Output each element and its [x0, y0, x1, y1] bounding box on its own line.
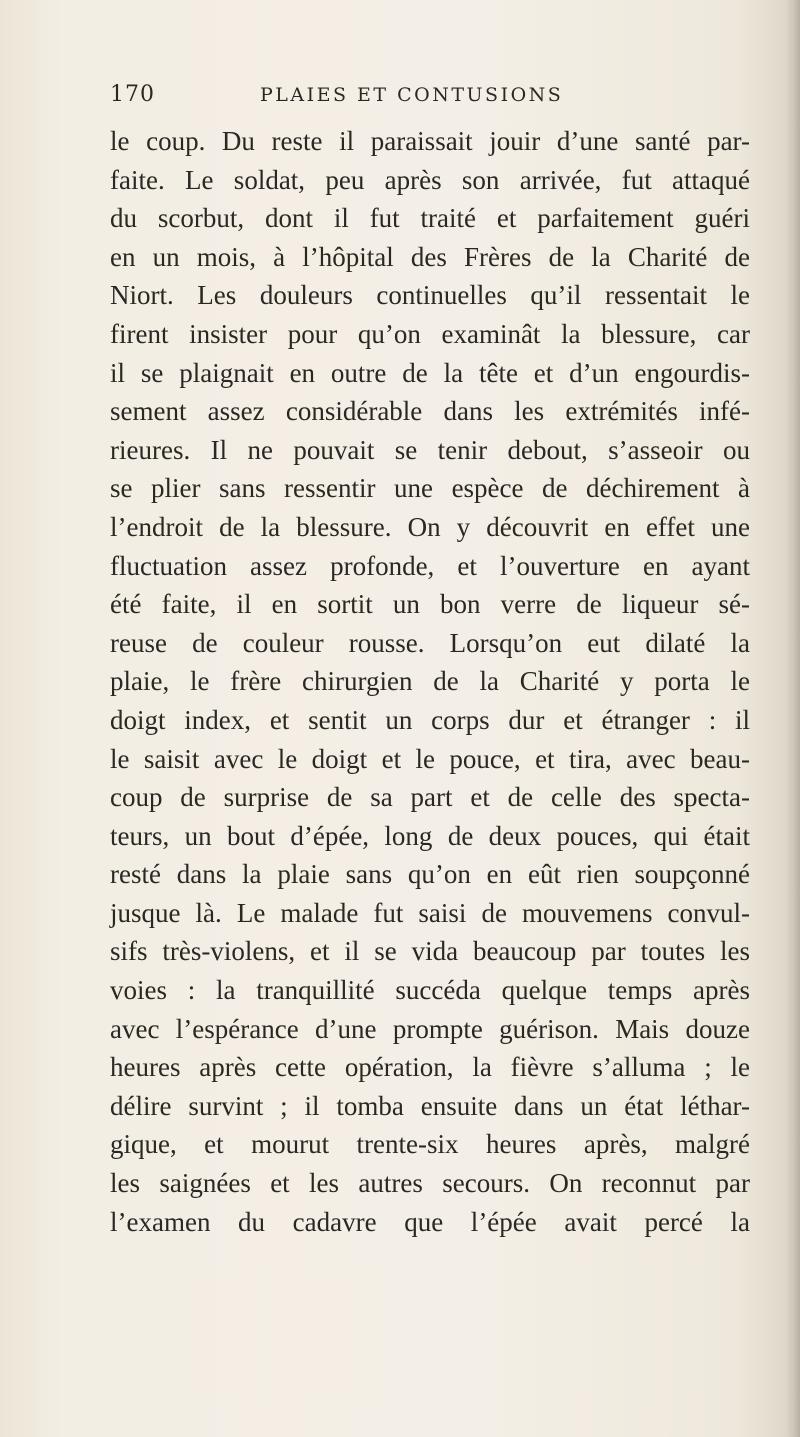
- text-line-14: reuse de couleur rousse. Lorsqu’on eut dilaté la: [110, 627, 750, 658]
- body-text: [110, 122, 750, 1241]
- running-title: PLAIES ET CONTUSIONS: [260, 84, 564, 106]
- text-line-21: jusque là. Le malade fut saisi de mouvemens convul-: [110, 897, 750, 928]
- text-line-11: l’endroit de la blessure. On y découvrit en effet une: [110, 511, 750, 542]
- text-line-26: délire survint ; il tomba ensuite dans un état léthar-: [110, 1090, 750, 1121]
- text-line-19: teurs, un bout d’épée, long de deux pouces, qui était: [110, 820, 750, 851]
- text-line-3: du scorbut, dont il fut traité et parfaitement guéri: [110, 203, 750, 234]
- text-line-9: rieures. Il ne pouvait se tenir debout, s’asseoir ou: [110, 434, 750, 465]
- text-line-20: resté dans la plaie sans qu’on en eût rien soupçonné: [110, 859, 750, 890]
- text-line-29: l’examen du cadavre que l’épée avait percé la: [110, 1206, 750, 1237]
- text-line-24: avec l’espérance d’une prompte guérison. Mais douze: [110, 1013, 750, 1044]
- text-line-4: en un mois, à l’hôpital des Frères de la Charité de: [110, 241, 750, 272]
- text-line-6: firent insister pour qu’on examinât la blessure, car: [110, 318, 750, 349]
- text-line-17: le saisit avec le doigt et le pouce, et tira, avec beau-: [110, 743, 750, 774]
- page-edge-shadow: [786, 0, 800, 1437]
- text-line-27: gique, et mourut trente-six heures après, malgré: [110, 1129, 750, 1160]
- page-number: 170: [110, 82, 155, 107]
- text-line-28: les saignées et les autres secours. On reconnut par: [110, 1168, 750, 1199]
- text-line-12: fluctuation assez profonde, et l’ouverture en ayant: [110, 550, 750, 581]
- running-head: [110, 82, 750, 112]
- text-line-7: il se plaignait en outre de la tête et d’un engourdis-: [110, 357, 750, 388]
- text-line-13: été faite, il en sortit un bon verre de liqueur sé-: [110, 589, 750, 620]
- text-line-25: heures après cette opération, la fièvre s’alluma ; le: [110, 1052, 750, 1083]
- text-line-18: coup de surprise de sa part et de celle des specta-: [110, 782, 750, 813]
- text-line-22: sifs très-violens, et il se vida beaucoup par toutes les: [110, 936, 750, 967]
- text-line-2: faite. Le soldat, peu après son arrivée, fut attaqué: [110, 164, 750, 195]
- text-line-15: plaie, le frère chirurgien de la Charité y porta le: [110, 666, 750, 697]
- text-line-10: se plier sans ressentir une espèce de déchirement à: [110, 473, 750, 504]
- text-line-16: doigt index, et sentit un corps dur et étranger : il: [110, 704, 750, 735]
- text-line-5: Niort. Les douleurs continuelles qu’il ressentait le: [110, 280, 750, 311]
- text-line-1: le coup. Du reste il paraissait jouir d’une santé par-: [110, 126, 750, 156]
- text-line-8: sement assez considérable dans les extrémités infé-: [110, 396, 750, 427]
- text-line-23: voies : la tranquillité succéda quelque temps après: [110, 975, 750, 1006]
